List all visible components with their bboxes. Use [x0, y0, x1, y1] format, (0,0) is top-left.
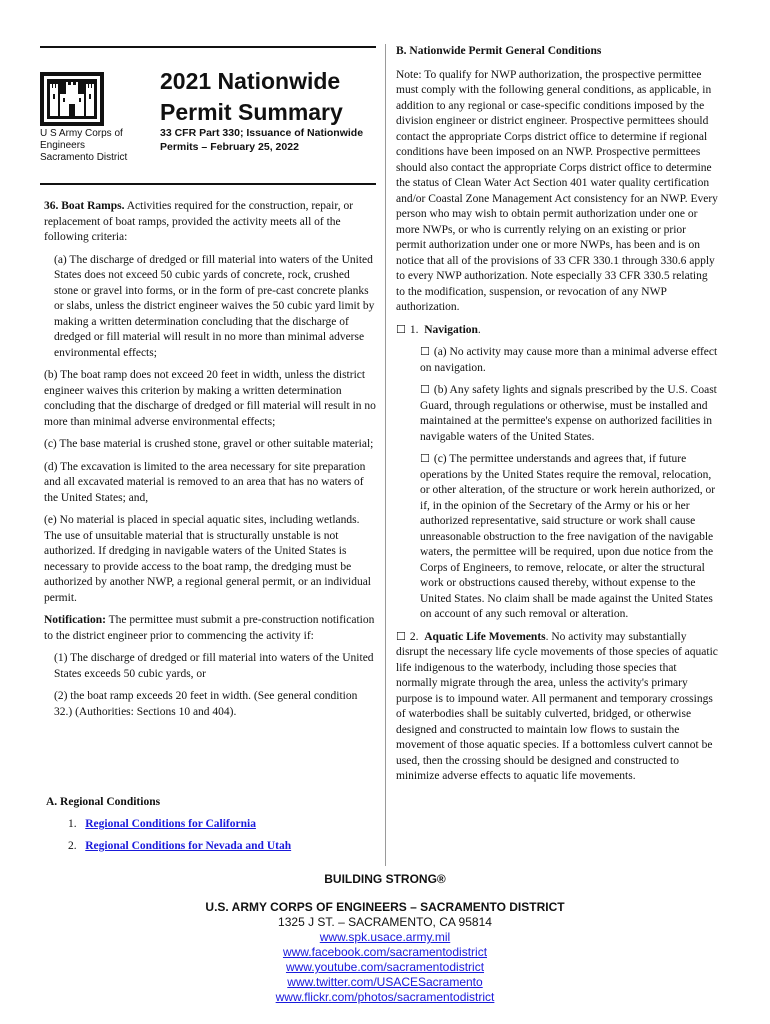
- footer-slogan: BUILDING STRONG®: [324, 872, 446, 886]
- checkbox-icon[interactable]: ☐: [420, 383, 430, 396]
- header-rule: [40, 183, 376, 185]
- navigation-item-c: [420, 451, 718, 623]
- notification-text: The permittee must submit a pre-construction notification to the district engineer prior to commencing the activity if:: [44, 614, 375, 642]
- navigation-item-text: (a) No activity may cause more than a minimal adverse effect on navigation.: [420, 346, 718, 374]
- criterion-c: (c) The base material is crushed stone, gravel or other suitable material;: [44, 438, 374, 450]
- nwp-36-intro: [44, 199, 376, 246]
- agency-line: Sacramento District: [40, 152, 128, 163]
- footer-org: U.S. ARMY CORPS OF ENGINEERS – SACRAMENTO DISTRICT: [205, 900, 565, 914]
- criterion-a: (a) The discharge of dredged or fill material into waters of the United States does not exceed 50 cubic yards of concrete, rock, crushed stone or gravel into forms, or in the form of pre-cast concrete planks or slabs, unless the district engineer waives the 50 cubic yard limit by making a written determination concluding that the discharge of dredged or fill material will result in no more than minimal adverse environmental effects;: [54, 253, 375, 359]
- nwp-36-title: 36. Boat Ramps.: [44, 200, 125, 212]
- criterion-d: (d) The excavation is limited to the area necessary for site preparation and all excavated material is removed to an area that has no waters of the United States; and,: [44, 460, 366, 504]
- aquatic-title: Aquatic Life Movements: [424, 630, 546, 643]
- footer-address: 1325 J ST. – SACRAMENTO, CA 95814: [278, 915, 492, 929]
- agency-line: U S Army Corps of: [40, 128, 123, 139]
- navigation-item-a: [420, 344, 718, 376]
- notification-item-1: (1) The discharge of dredged or fill material into waters of the United States exceeds 50 cubic yards, or: [54, 652, 374, 680]
- nwp-36-section: [44, 199, 376, 727]
- website-link[interactable]: www.spk.usace.army.mil: [319, 930, 451, 944]
- criterion-e: (e) No material is placed in special aquatic sites, including wetlands. The use of unsuitable material that is structurally unstable is not authorized. If dredging in navigable waters of the United States is necessary to provide access to the boat ramp, the dredging must be authorized by another NWP, a regional general permit, or an individual permit.: [44, 514, 372, 604]
- navigation-title: Navigation: [424, 323, 478, 336]
- navigation-item-text: (b) Any safety lights and signals prescribed by the U.S. Coast Guard, through regulations or otherwise, must be installed and maintained at the permittee's expense on authorized facilities in navigable waters of the United States.: [420, 384, 717, 443]
- page-title: 2021 Nationwide Permit Summary: [160, 68, 343, 125]
- nwp-36-intro-text: Activities required for the construction, repair, or replacement of boat ramps, provided the activity meets all of the following criteria:: [44, 200, 354, 243]
- agency-name: [40, 128, 150, 164]
- column-divider: [385, 44, 386, 866]
- notification-label: Notification:: [44, 614, 106, 626]
- aquatic-life-paragraph: [396, 629, 718, 785]
- corps-castle-logo-icon: [40, 72, 104, 126]
- regional-conditions: [46, 796, 376, 862]
- navigation-item-text: (c) The permittee understands and agrees that, if future operations by the United States require the removal, relocation, or other alteration, of the structure or work herein authorized, or if, in the opinion of the Secretary of the Army or his or her authorized representative, said structure or work shall cause unreasonable obstruction to the free navigation of the navigable waters, the permittee will be required, upon due notice from the Corps of Engineers, to remove, relocate, or alter the structural work or obstructions caused thereby, without expense to the United States. No claim shall be made against the United States on account of any such removal or alteration.: [420, 453, 716, 620]
- criterion-b: (b) The boat ramp does not exceed 20 feet in width, unless the district engineer waives this criterion by making a written determination concluding that the discharge of dredged or fill material will result in no more than minimal adverse environmental effects;: [44, 369, 376, 428]
- regional-item: [68, 840, 376, 852]
- navigation-number: 1.: [409, 323, 419, 336]
- top-rule: [40, 46, 376, 48]
- youtube-link[interactable]: www.youtube.com/sacramentodistrict: [285, 960, 485, 974]
- checkbox-icon[interactable]: ☐: [420, 452, 430, 465]
- notification-item-2: (2) the boat ramp exceeds 20 feet in width. (See general condition 32.) (Authorities: Sections 10 and 404).: [54, 690, 358, 718]
- navigation-item-b: [420, 382, 718, 445]
- notification-paragraph: [44, 613, 376, 644]
- checkbox-icon[interactable]: ☐: [396, 322, 406, 336]
- regional-heading: A. Regional Conditions: [46, 796, 161, 808]
- flickr-link[interactable]: www.flickr.com/photos/sacramentodistrict: [275, 990, 495, 1004]
- footer: [0, 872, 770, 1005]
- regional-conditions-california-link[interactable]: Regional Conditions for California: [85, 818, 256, 830]
- general-conditions-note: Note: To qualify for NWP authorization, the prospective permittee must comply with the following general conditions, as applicable, in addition to any regional or case-specific conditions imposed by the division engineer or district engineer. Prospective permittees should contact the appropriate Corps district office to determine if regional conditions have been imposed on an NWP. Prospective permittees should also contact the appropriate Corps district office to determine the status of Clean Water Act Section 401 water quality certification and/or Coastal Zone Management Act consistency for an NWP. Every person who may wish to obtain permit authorization under one or more NWPs, or who is currently relying on an existing or prior permit authorization under one or more NWPs, has been and is on notice that all of the provisions of 33 CFR 330.1 through 330.6 apply to every NWP authorization. Note especially 33 CFR 330.5 relating to the modification, suspension, or revocation of any NWP authorization.: [396, 68, 718, 313]
- navigation-heading: ☐ 1. Navigation.: [396, 322, 481, 336]
- regional-conditions-nevada-utah-link[interactable]: Regional Conditions for Nevada and Utah: [85, 840, 292, 852]
- regional-item: [68, 818, 376, 830]
- checkbox-icon[interactable]: ☐: [420, 345, 430, 358]
- agency-line: Engineers: [40, 140, 86, 151]
- regional-item-number: 2.: [68, 840, 77, 852]
- aquatic-text: . No activity may substantially disrupt the necessary life cycle movements of those species of aquatic life indigenous to the waterbody, including those species that normally migrate through the area, unless the activity's primary purpose is to impound water. All permanent and temporary crossings of waterbodies shall be suitably culverted, bridged, or otherwise designed and constructed to maintain low flows to sustain the movement of those aquatic species. If a bottomless culvert cannot be used, then the crossing should be designed and constructed to minimize adverse effects to aquatic life movements.: [396, 630, 718, 782]
- regional-item-number: 1.: [68, 818, 77, 830]
- twitter-link[interactable]: www.twitter.com/USACESacramento: [287, 975, 483, 989]
- checkbox-icon[interactable]: ☐: [396, 629, 406, 643]
- general-conditions-section: [396, 44, 718, 791]
- facebook-link[interactable]: www.facebook.com/sacramentodistrict: [282, 945, 488, 959]
- aquatic-number: 2.: [409, 630, 419, 643]
- general-conditions-heading: B. Nationwide Permit General Conditions: [396, 45, 602, 57]
- page-subtitle: 33 CFR Part 330; Issuance of Nationwide Permits – February 25, 2022: [160, 127, 364, 153]
